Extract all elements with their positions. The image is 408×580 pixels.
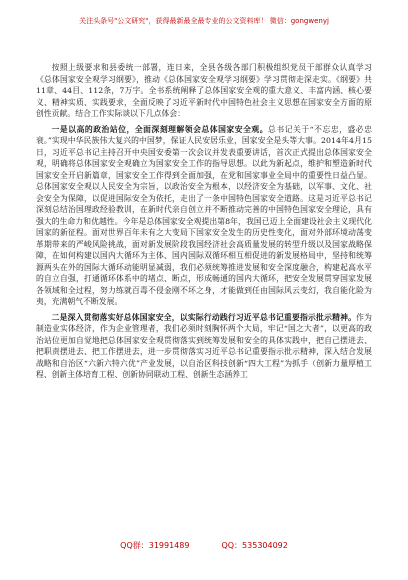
header-banner: 关注头条号"公文研究"，获得最新最全最专业的公文资料库！ 微信：gongwenyj: [79, 17, 329, 25]
section-2-paragraph: [36, 312, 372, 381]
footer-contact: [0, 540, 408, 551]
section-1-paragraph: [36, 124, 372, 308]
intro-paragraph: 按照上级要求和县委统一部署，连日来，全县各级各部门积极组织党员干部群众认真学习《总体国家安全观学习纲要》，推动《总体国家安全观学习纲要》学习贯彻走深走实。《纲要》共11章、44目、112条，7万字。全书系统阐释了总体国家安全观的重大意义、丰富内涵、核心要义、精神实质、实践要求，全面反映了习近平新时代中国特色社会主义思想在国家安全方面的原创性贡献。结合工作实际谈以下几点体会：: [36, 63, 372, 118]
section-2-heading: 二是深入贯彻落实好总体国家安全，以实际行动践行习近平总书记重要指示批示精神。: [51, 312, 357, 322]
section-1-heading: 一是以高的政治站位，全面深刻理解领会总体国家安全观。: [51, 124, 269, 134]
document-body: [36, 62, 372, 381]
section-1-text: 总书记关于“不忘忠，盛必忠衰。”实现中华民族伟大复兴的中国梦，保证人民安居乐业，国家安全是头等大事。2014年4月15日，习近平总书记主持召开中央国安委第一次会议并发表重要讲话，首次正式提出总体国家安全观，明确将总体国家安全观确立为国家安全工作的指导思想。以此为新起点，维护和塑造新时代国家安全开启新篇章，国家安全工作得到全面加强，在党和国家事业全局中的重要性日益凸显。总体国家安全观以人民安全为宗旨，以政治安全为根本，以经济安全为基础，以军事、文化、社会安全为保障，以促进国际安全为依托，走出了一条中国特色国家安全道路。这是习近平总书记深刻总结治国理政经验教训，在新时代亲自创立并不断推动完善的中国特色国家安全理论，具有强大的生命力和优越性。今年是总体国家安全观提出第8年，我国已迈上全面建设社会主义现代化国家的新征程。面对世界百年未有之大变局下国家安全发生的历史性变化，面对外部环境动荡变革期带来的严峻风险挑战，面对新发展阶段我国经济社会高质量发展的转型升级以及国家战略保障，在如何构建以国内大循环为主体、国内国际双循环相互相促进的新发展格局中，坚持和统筹源两头在外的国际大循环动能明显减弱，我们必须统筹推进发展和安全深度融合，构建起高水平的自立自强，打通循环体系中的堵点、断点，形成畅通的国内大循环，把安全发展贯穿国家发展各领域和全过程，努力练就百毒不侵金刚不坏之身，才能做到任由国际风云变幻，我自能化险为夷，充满朝气不断发展。: [36, 124, 372, 306]
section-2-text: 作为制造业实体经济，作为企业管理者，我们必须时刻胸怀两个大局，牢记“国之大者”，以更高的政治站位更加自觉地把总体国家安全观贯彻落实到统筹发展和安全的具体实践中，把自己摆进去、把职责摆进去、把工作摆进去，进一步贯彻落实习近平总书记重要指示批示精神，深入结合发展战略和自治区“六新六特六优”产业发展，以自治区科技创新“四大工程”为抓手（创新力量厚植工程、创新主体培育工程、创新协同联动工程、创新生态涵养工: [36, 312, 372, 379]
footer-qq-group: QQ群：31991489: [120, 541, 190, 550]
footer-qq: QQ：535304092: [221, 541, 288, 550]
